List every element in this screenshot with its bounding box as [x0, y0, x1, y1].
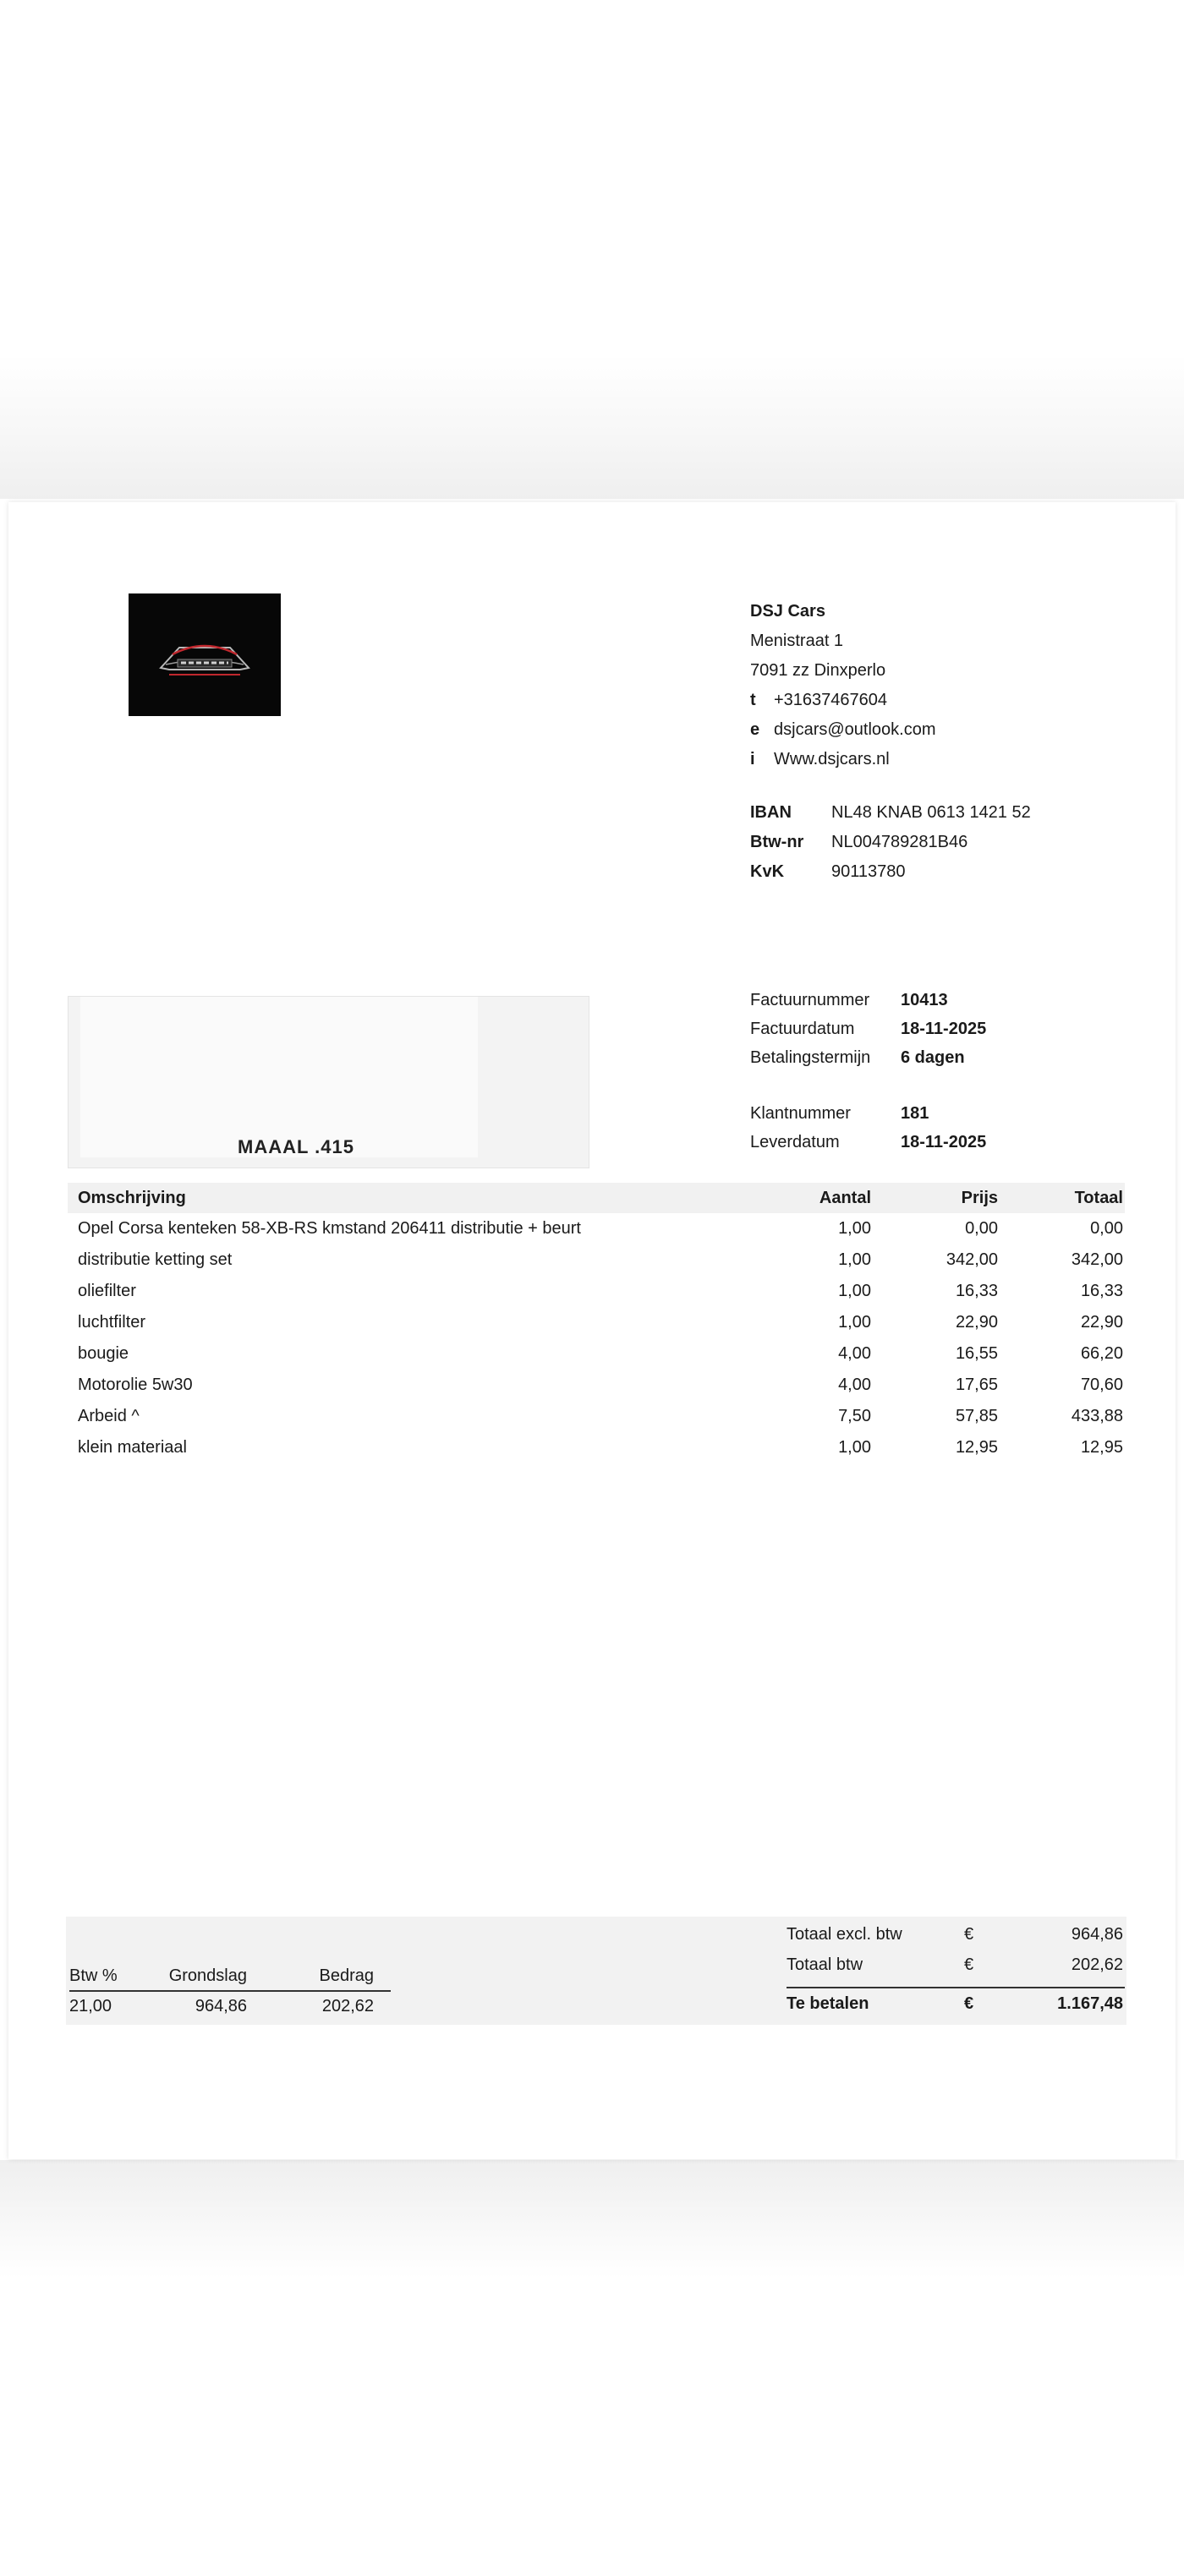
bank-kvk: KvK 90113780 — [750, 862, 906, 881]
amount-due: Te betalen € 1.167,48 — [787, 1987, 1125, 2019]
table-row: Opel Corsa kenteken 58-XB-RS kmstand 206411 distributie + beurt 1,00 0,00 0,00 — [78, 1219, 1123, 1238]
contact-phone: t +31637467604 — [750, 691, 888, 709]
customer-number: Klantnummer 181 — [750, 1104, 929, 1123]
table-row: luchtfilter 1,00 22,90 22,90 — [78, 1313, 1123, 1332]
table-row: bougie 4,00 16,55 66,20 — [78, 1344, 1123, 1363]
company-street: Menistraat 1 — [750, 632, 844, 650]
table-row: klein materiaal 1,00 12,95 12,95 — [78, 1438, 1123, 1457]
company-city: 7091 zz Dinxperlo — [750, 661, 886, 680]
table-row: oliefilter 1,00 16,33 16,33 — [78, 1282, 1123, 1300]
background-shade-top — [0, 355, 1184, 499]
table-row: Motorolie 5w30 4,00 17,65 70,60 — [78, 1376, 1123, 1394]
totals-block — [787, 1919, 1125, 2019]
bank-btw: Btw-nr NL004789281B46 — [750, 833, 968, 851]
contact-email: e dsjcars@outlook.com — [750, 720, 936, 739]
header-price: Prijs — [961, 1189, 998, 1207]
invoice-meta — [750, 986, 1105, 1157]
delivery-date: Leverdatum 18-11-2025 — [750, 1133, 987, 1151]
table-row: distributie ketting set 1,00 342,00 342,00 — [78, 1250, 1123, 1269]
car-logo-icon — [129, 593, 281, 716]
recipient-partial-text: MAAAL .415 — [238, 1136, 354, 1157]
contact-website: i Www.dsjcars.nl — [750, 750, 890, 768]
invoice-page — [8, 502, 1176, 2159]
line-items-table — [68, 1183, 1125, 1463]
redaction-overlay — [80, 997, 478, 1157]
payment-term: Betalingstermijn 6 dagen — [750, 1048, 965, 1067]
company-details — [750, 597, 1105, 774]
total-vat: Totaal btw € 202,62 — [787, 1955, 1123, 1974]
company-logo — [129, 593, 281, 716]
table-row: Arbeid ^ 7,50 57,85 433,88 — [78, 1407, 1123, 1425]
background-shade-bottom — [0, 2160, 1184, 2278]
bank-details — [750, 798, 1131, 887]
invoice-date: Factuurdatum 18-11-2025 — [750, 1020, 987, 1038]
table-header — [68, 1183, 1125, 1213]
vat-table — [69, 1961, 391, 2021]
header-total: Totaal — [1074, 1189, 1123, 1207]
bank-iban: IBAN NL48 KNAB 0613 1421 52 — [750, 803, 1031, 822]
vat-header: Btw % Grondslag Bedrag — [69, 1961, 391, 1992]
header-description: Omschrijving — [78, 1189, 186, 1207]
total-excl-vat: Totaal excl. btw € 964,86 — [787, 1925, 1123, 1944]
invoice-number: Factuurnummer 10413 — [750, 991, 948, 1009]
vat-row: 21,00 964,86 202,62 — [69, 1997, 374, 2015]
header-quantity: Aantal — [819, 1189, 871, 1207]
recipient-address-redacted — [68, 996, 589, 1168]
company-name: DSJ Cars — [750, 602, 825, 621]
